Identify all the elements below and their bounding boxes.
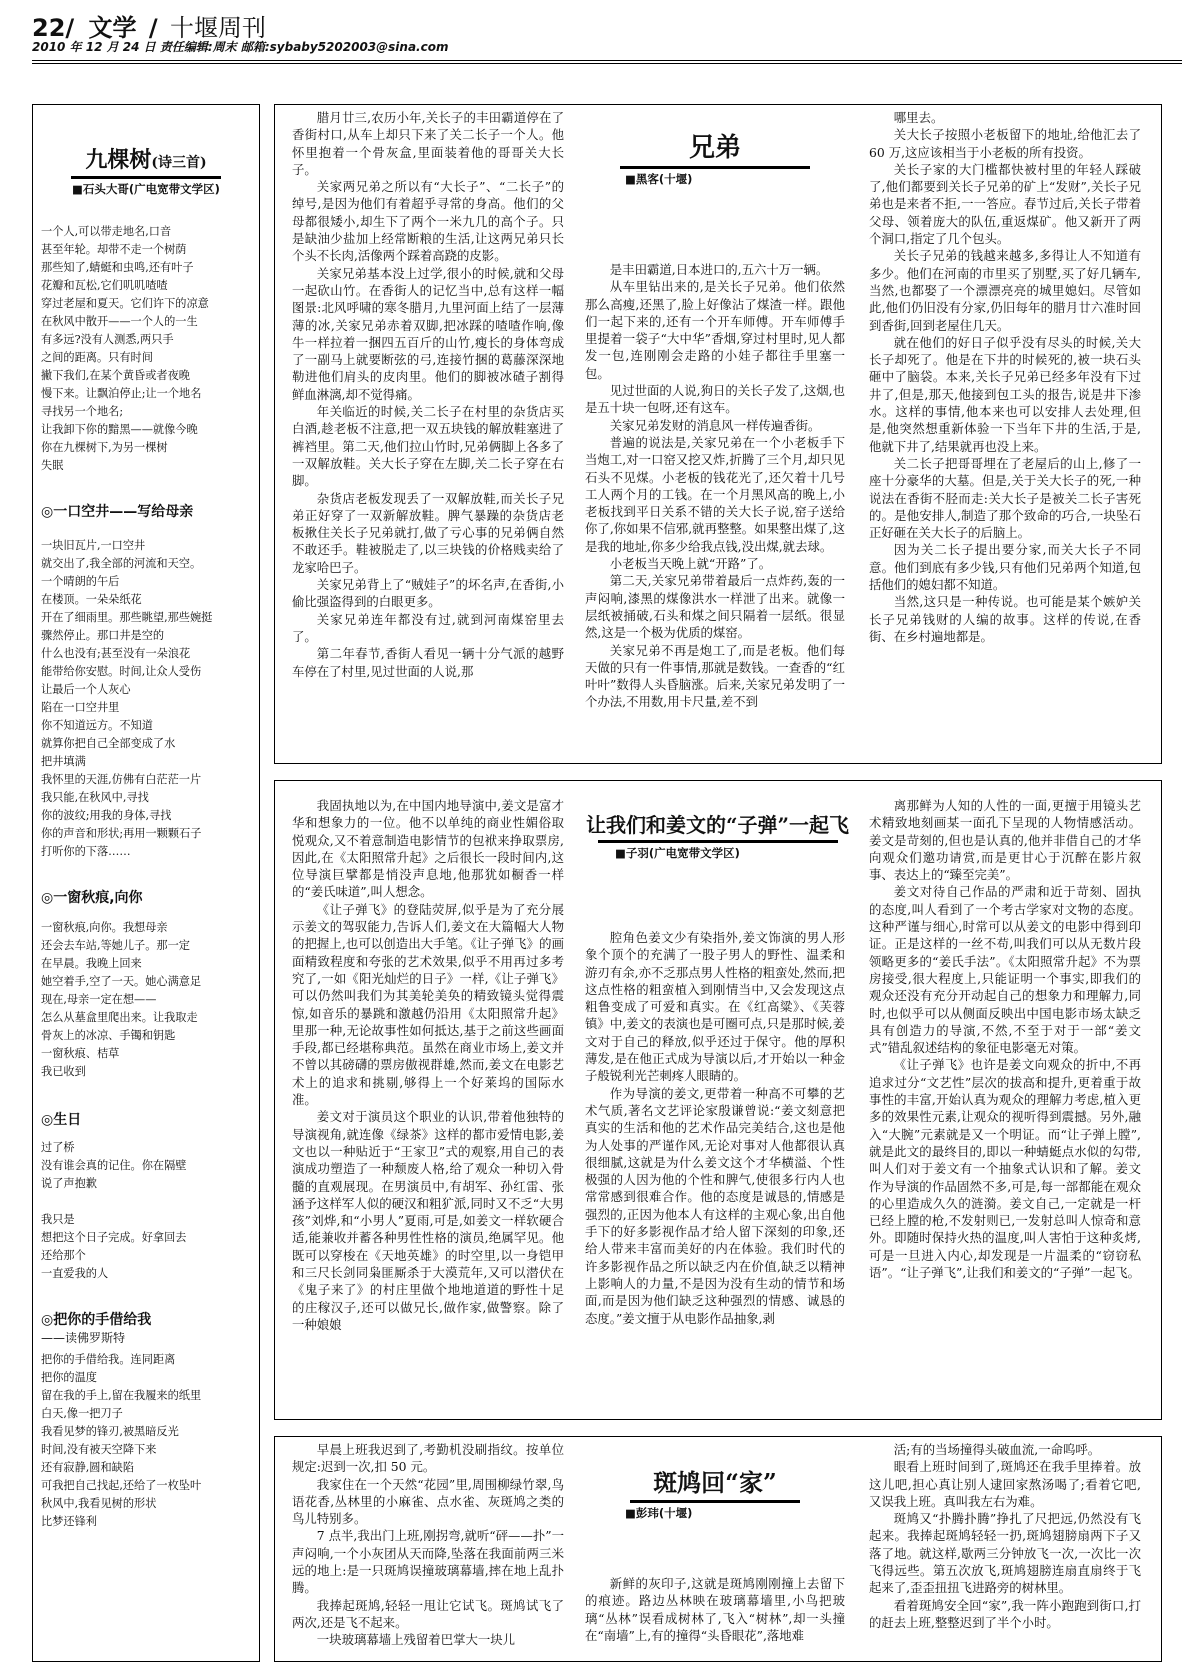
article-jiangwen-underline: [598, 840, 838, 843]
paragraph: 关二长子把哥哥埋在了老屋后的山上,修了一座十分豪华的大墓。但是,关于关大长子的死,一种说法在香街不胫而走:关大长子是被关二长子害死的。是他安排人,制造了那个致命的巧合,一块坠石正好砸在关大长子的后脑上。: [869, 455, 1141, 541]
article-jiangwen-byline: ■子羽(广电宽带文学区): [615, 846, 740, 860]
poem-series-title: [41, 143, 251, 174]
paragraph: 早晨上班我迟到了,考勤机没刷指纹。按单位规定:迟到一次,扣 50 元。: [292, 1442, 564, 1475]
paragraph: 腊月廿三,农历小年,关长子的丰田霸道停在了香街村口,从车上却只下来了关二长子一个人。他怀里抱着一个骨灰盒,里面装着他的哥哥关大长子。: [292, 110, 564, 177]
paragraph: 关家兄弟不再是炮工了,而是老板。他们每天做的只有一件事情,那就是数钱。一查香的“红叶叶”数得人头昏脑涨。后来,关家兄弟发明了一个办法,不用数,用卡尺量,差不到: [585, 642, 845, 710]
article-jiangwen-col1-body: [292, 797, 564, 1333]
paragraph: 当然,这只是一种传说。也可能是某个嫉妒关长子兄弟钱财的人编的故事。这样的传说,在香街、在乡村遍地都是。: [869, 594, 1141, 644]
paragraph: 姜文对待自己作品的严肃和近于苛刻、固执的态度,叫人看到了一个考古学家对文物的态度。这种严谨与细心,时常可以从姜文的电影中得到印证。正是这样的一丝不苟,叫我们可以从无数片段领略更多的“姜氏手法”。《太阳照常升起》不为票房接受,很大程度上,只能证明一个事实,即我们的观众还没有充分开动起自己的想象力和理解力,同时,也似乎可以从侧面反映出中国电影市场太缺乏具有创造力的导演,不然,不至于对于一部“姜文式”错乱叙述结构的象征电影毫无对策。: [869, 884, 1141, 1056]
paragraph: 杂货店老板发现丢了一双解放鞋,而关长子兄弟正好穿了一双新解放鞋。脾气暴躁的杂货店老板揪住关长子兄弟就打,做了亏心事的兄弟俩自然不敢还手。鞋被脱走了,以三块钱的价格贱卖给了龙家哈巴子。: [292, 490, 564, 575]
paragraph: 作为导演的姜文,更带着一种高不可攀的艺术气质,著名文艺评论家殷谦曾说:“姜文刻意把真实的生活和他的艺术作品完美结合,这也是他为人处事的严谨作风,无论对事对人他都很认真很细腻,这就是为什么姜文这个才华横溢、个性极强的人因为他的个性和脾气,使很多行内人也常常感到很难合作。他的态度是诚恳的,情感是强烈的,正因为他本人有这样的主观心象,出自他手下的好多影视作品才给人留下深刻的印象,还给人带来丰富而美好的内在体验。我们时代的许多影视作品之所以缺乏内在价值,缺乏以精神上影响人的力量,不是因为没有生动的情节和场面,而是因为他们缺乏这种强烈的情感、诚恳的态度。”姜文擅于从电影作品抽象,剥: [585, 1085, 845, 1326]
poem-byline: ■石头大哥(广电宽带文学区): [72, 182, 220, 196]
paragraph: 7 点半,我出门上班,刚拐弯,就听“砰——扑”一声闷响,一个小灰团从天而降,坠落在我面前两三米远的地上:是一只斑鸠误撞玻璃幕墙,摔在地上乱扑腾。: [292, 1528, 564, 1596]
paragraph: 我固执地以为,在中国内地导演中,姜文是富才华和想象力的一位。他不以单纯的商业性媚俗取悦观众,又不着意制造电影情节的包袱来挣取票房,因此,在《太阳照常升起》之后很长一段时间内,这位导演巨擘都是悄没声息地,他那犹如橱香一样的“姜氏味道”,叫人想念。: [292, 798, 564, 900]
paragraph: 见过世面的人说,狗日的关长子发了,这烟,也是五十块一包呀,还有这车。: [585, 383, 845, 416]
paragraph: 关家兄弟基本没上过学,很小的时候,就和父母一起砍山竹。在香街人的记忆当中,总有这样一幅图景:北风呼啸的寒冬腊月,九里河面上结了一层薄薄的冰,关家兄弟赤着双脚,把冰踩的喳喳作响,像牛一样拉着一捆四五百斤的山竹,瘦长的身体弯成了一副马上就要断弦的弓,连接竹捆的葛藤深深地勒进他们肩头的皮肉里。他们的脚被冰碴子割得鲜血淋漓,却不觉得痛。: [292, 265, 564, 402]
paragraph: 关大长子按照小老板留下的地址,给他汇去了 60 万,这应该相当于小老板的所有投资。: [869, 127, 1141, 160]
article-jiangwen-col3-body: [869, 797, 1141, 1281]
article-brothers-col1-body: [292, 109, 564, 680]
article-brothers-col1: [292, 109, 564, 759]
article-jiangwen: [274, 780, 1162, 1420]
article-brothers-title: 兄弟: [688, 133, 741, 163]
paragraph: 看着斑鸠安全回“家”,我一阵小跑跑到街口,打的赶去上班,整整迟到了半个小时。: [869, 1597, 1141, 1630]
paragraph: 关家兄弟连年都没有过,就到河南煤窑里去了。: [292, 611, 564, 644]
article-brothers: [274, 104, 1162, 764]
paragraph: 《让子弹飞》也许是姜文向观众的折中,不再追求过分“文艺性”层次的拔高和提升,更着重于故事性的丰富,开始认真为观众的理解力考虑,植入更多的效果性元素,让观众的视听得到震撼。另外,融入“大腕”元素就是又一个明证。而“让子弹上膛”,就是此文的最终目的,即以一种蜻蜓点水似的勾带,叫人们对于姜文有一个抽象式认识和了解。姜文作为导演的作品固然不多,可是,每一部都能在观众的心里造成久久的涟漪。姜文自己,一定就是一杆已经上膛的枪,不发射则已,一发射总叫人惊奇和意外。即随时保持火热的温度,叫人害怕于这种炙烤,可是一旦进入内心,却发现是一片温柔的“窃窃私语”。“让子弹飞”,让我们和姜文的“子弹”一起飞。: [869, 1057, 1141, 1281]
poem-nine-trees: 一个人,可以带走地名,口音 甚至年轮。却带不走一个树荫 那些知了,蜻蜓和虫鸣,还有叶子 花瓣和瓦松,它们叽叽喳喳 穿过老屋和夏天。它们许下的凉意 在秋风中散开——一个人的一生 有多远?没有人测悉,两只手 之间的距离。只有时间 撇下我们,在某个黄昏或者夜晚 慢下来。让飘泊停止;让一个地名 寻找另一个地名; 让我卸下你的黯黑——就像今晚 你在九棵树下,为另一棵树 失眠: [41, 225, 209, 472]
article-brothers-col3: [869, 109, 1141, 759]
paragraph: 离那鲜为人知的人性的一面,更擅于用镜头艺术精致地刻画某一面孔下呈现的人物情感活动。姜文是苛刻的,但也是认真的,他并非借自己的才华向观众们邀功请赏,而是更甘心于沉醉在影片叙事、表达上的“臻至完美”。: [869, 798, 1141, 883]
poem-empty-well: 一块旧瓦片,一口空井 就交出了,我全部的河流和天空。 一个晴朗的午后 在楼顶。一朵朵纸花 开在了细雨里。那些眺望,那些婉挺 骤然停止。那口井是空的 什么也没有;甚至没有一朵浪花 能带给你安慰。时间,让众人受伤 让最后一个人灰心 陷在一口空井里 你不知道远方。不知道 就算你把自己全部变成了水 把井填满 我怀里的天涯,仿佛有白茫茫一片 我只能,在秋风中,寻找 你的波纹;用我的身体,寻找 你的声音和形状;再用一颗颗石子 打听你的下落……: [41, 539, 213, 858]
article-dove-col2: [585, 1575, 845, 1657]
article-dove: [274, 1436, 1162, 1662]
poem-autumn-window: 一窗秋痕,向你。我想母亲 还会去车站,等她儿子。那一定 在早晨。我晚上回来 她空着手,空了一天。她心满意足 现在,母亲一定在想—— 怎么从墓盒里爬出来。让我取走 骨灰上的冰凉、手镯和钥匙 一窗秋痕、桔草 我已收到: [41, 921, 202, 1078]
paragraph: 年关临近的时候,关二长子在村里的杂货店买白酒,趁老板不注意,把一双五块钱的解放鞋塞进了裤裆里。第二天,他们拉山竹时,兄弟俩脚上各多了一双解放鞋。关大长子穿在左脚,关二长子穿在右脚。: [292, 404, 564, 489]
paragraph: 就在他们的好日子似乎没有尽头的时候,关大长子却死了。他是在下井的时候死的,被一块石头砸中了脑袋。本来,关长子兄弟已经多年没有下过井了,但是,那天,他接到包工头的报告,说是井下渗水。这样的事情,他本来也可以安排人去处理,但是,他突然想重新体验一下当年下井的生活,于是,他就下井了,结果就再也没上来。: [869, 334, 1141, 454]
paragraph: 腔角色姜文少有染指外,姜文饰演的男人形象个顶个的充满了一股子男人的野性、温柔和游刃有余,亦不乏那点男人性格的粗蛮处,然而,把这点性格的粗蛮植入到刚情当中,又会发现这点粗鲁变成了可爱和真实。在《红高粱》、《芙蓉镇》中,姜文的表演也是可圈可点,只是那时候,姜文对于自己的释放,似乎还过于保守。他的厚积薄发,是在他正式成为导演以后,才开始以一种金子般锐利光芒刺疼人眼睛的。: [585, 930, 845, 1084]
poem-title-autumn-window: ◎一窗秋痕,向你: [41, 890, 143, 906]
article-brothers-byline: ■黑客(十堰): [625, 172, 693, 186]
paragraph: 从车里钻出来的,是关长子兄弟。他们依然那么高瘦,还黑了,脸上好像沾了煤渣一样。跟他们一起下来的,还有一个开车师傅。开车师傅手里提着一袋子“大中华”香烟,穿过村里时,见人都发一包,连刚刚会走路的小娃子都往手里塞一包。: [585, 279, 845, 381]
paragraph: 眼看上班时间到了,斑鸠还在我手里捧着。放这儿吧,担心真让别人逮回家熬汤喝了;看着它吧,又误我上班。真叫我左右为难。: [869, 1459, 1141, 1509]
article-dove-col1: [292, 1441, 564, 1657]
poem-series-suffix: (诗三首): [151, 155, 207, 171]
paragraph: 哪里去。: [893, 110, 944, 125]
article-dove-col2-body: [585, 1575, 845, 1644]
paragraph: 新鲜的灰印子,这就是斑鸠刚刚撞上去留下的痕迹。路边丛林映在玻璃幕墙里,小鸟把玻璃“丛林”误看成树林了,飞入“树林”,却一头撞在“南墙”上,有的撞得“头昏眼花”,落地难: [585, 1576, 845, 1643]
article-jiangwen-title: 让我们和姜文的“子弹”一起飞: [585, 813, 849, 837]
paragraph: 关家两兄弟之所以有“大长子”、“二长子”的绰号,是因为他们有着超乎寻常的身高。他们的父母都很矮小,却生下了两个一米九几的高个子。只是缺油少盐加上经常断粮的生活,让这两兄弟只长个头不长肉,活像两个踩着高跷的皮影。: [292, 179, 564, 264]
paragraph: 关家兄弟背上了“贼娃子”的坏名声,在香街,小偷比强盗得到的白眼更多。: [292, 577, 564, 610]
article-dove-title: 斑鸠回“家”: [653, 1468, 777, 1497]
article-brothers-heading: [585, 127, 845, 187]
article-dove-col3-body: [869, 1441, 1141, 1631]
poem-lend-hand: 把你的手借给我。连同距离 把你的温度 留在我的手上,留在我履来的纸里 白天,像一把刀子 我看见梦的锋刃,被黑暗反光 时间,没有被天空降下来 还有寂静,圆和缺陷 可我把自己找起,还给了一枚坠叶 秋风中,我看见树的形状 比梦还锋利: [41, 1353, 202, 1528]
page-number: 22/: [32, 14, 75, 42]
article-brothers-col2: [585, 261, 845, 759]
poem-birthday: 过了桥 没有谁会真的记住。你在隔壁 说了声抱歉 我只是 想把这个日子完成。好拿回去 还给那个 一直爱我的人: [41, 1141, 187, 1280]
poem-series-name: 九棵树: [85, 147, 152, 173]
paragraph: 关长子兄弟的钱越来越多,多得让人不知道有多少。他们在河南的市里买了别墅,买了好几辆车,当然,也都娶了一个漂漂亮亮的城里媳妇。尽管如此,他们仍旧没有分家,仍旧每年的腊月廿六准时回到香街,回到老屋住几天。: [869, 248, 1141, 333]
header-slash: /: [148, 14, 158, 42]
article-jiangwen-heading: [575, 809, 860, 861]
header-credits: 2010 年 12 月 24 日 责任编辑:周末 邮箱:sybaby5202003@sina.com: [32, 40, 449, 54]
paragraph: 《让子弹飞》的登陆荧屏,似乎是为了充分展示姜文的驾驭能力,告诉人们,姜文在大篇幅大人物的把握上,也可以创造出大手笔。《让子弹飞》的画面精致程度和夸张的艺术效果,似乎不用再过多考究了,一如《阳光灿烂的日子》一样,《让子弹飞》可以仍然叫我们为其美轮美奂的精致镜头觉得震惊,如音乐的暴跳和激越仍沿用《太阳照常升起》里那一种,无论故事性如何抵达,基于之前这些画面手段,都已经堪称典范。虽然在商业市场上,姜文并不曾以其磅礴的票房傲视群雄,然而,姜文在电影艺术上的追求和挑剔,够得上一个好莱坞的国际水准。: [292, 901, 564, 1108]
paragraph: 姜文对于演员这个职业的认识,带着他独特的导演视角,就连像《绿茶》这样的都市爱情电影,姜文也以一种贴近于“王家卫”式的观察,用自己的表演成功塑造了一种颓废人格,给了观众一种切入骨髓的直观展现。在男演员中,有胡军、孙红雷、张涵予这样军人似的硬汉和粗犷派,同时又不乏“大男孩”刘烨,和“小男人”夏雨,可是,如姜文一样软硬合适,能兼收并蓄各种男性性格的演员,绝属罕见。他既可以穿梭在《天地英雄》的时空里,以一身铠甲和三尺长剑同枭匪厮杀于大漠荒年,又可以潜伏在《鬼子来了》的村庄里做个地地道道的野性十足的庄稼汉子,还可以做兄长,做作家,做警察。除了一种娘娘: [292, 1109, 564, 1332]
header-rule-2: [32, 63, 1182, 64]
article-brothers-col3-body: [869, 109, 1141, 645]
section-name: 文学: [88, 14, 137, 42]
paragraph: 我捧起斑鸠,轻轻一甩让它试飞。斑鸠试飞了两次,还是飞不起来。: [292, 1597, 564, 1630]
article-dove-heading: [585, 1463, 845, 1521]
paragraph: 第二年春节,香街人看见一辆十分气派的越野车停在了村里,见过世面的人说,那: [292, 646, 564, 679]
article-dove-col1-body: [292, 1441, 564, 1649]
paragraph: 斑鸠又“扑腾扑腾”挣扎了尺把远,仍然没有飞起来。我捧起斑鸠轻轻一扔,斑鸠翅膀扇两下子又落了地。就这样,歇两三分钟放飞一次,一次比一次飞得远些。第五次放飞,斑鸠翅膀连扇直扇终于飞起来了,歪歪扭扭飞进路旁的树林里。: [869, 1511, 1141, 1596]
paragraph: 关家兄弟发财的消息风一样传遍香街。: [609, 417, 821, 433]
sidebar-poems: [32, 104, 260, 1662]
poem-subtitle-frost: ——读佛罗斯特: [41, 1331, 126, 1345]
article-brothers-underline: [620, 166, 810, 169]
article-jiangwen-col1: [292, 797, 564, 1415]
poem-title-empty-well: ◎一口空井——写给母亲: [41, 504, 194, 520]
article-jiangwen-col2: [585, 929, 845, 1415]
article-brothers-col2-body: [585, 261, 845, 711]
poem-title-lend-hand: ◎把你的手借给我: [41, 1312, 152, 1328]
article-jiangwen-col3: [869, 797, 1141, 1415]
paragraph: 我家住在一个天然“花园”里,周围柳绿竹翠,鸟语花香,丛林里的小麻雀、点水雀、灰斑鸠之类的鸟儿特别多。: [292, 1476, 564, 1527]
paragraph: 关长子家的大门槛都快被村里的年轻人踩破了,他们都要到关长子兄弟的矿上“发财”,关长子兄弟也是来者不拒,一一答应。春节过后,关长子带着父母、领着庞大的队伍,重返煤矿。他又新开了两个洞口,指定了几个包头。: [869, 161, 1141, 247]
article-jiangwen-col2-body: [585, 929, 845, 1327]
paragraph: 普遍的说法是,关家兄弟在一个小老板手下当炮工,对一口窑又挖又炸,折腾了三个月,却只见石头不见煤。小老板的钱花光了,还欠着十几号工人两个月的工钱。在一个月黑风高的晚上,小老板找到平日关系不错的关大长子说,窑子送给你了,你如果不信邪,就再整整。如果整出煤了,这是我的地址,你多少给我点钱,没出煤,就去球。: [585, 434, 845, 554]
title-underline: [71, 176, 221, 179]
article-dove-byline: ■彭玮(十堰): [625, 1506, 693, 1520]
article-dove-underline: [630, 1500, 800, 1503]
paragraph: 第二天,关家兄弟带着最后一点炸药,轰的一声闷响,漆黑的煤像洪水一样泄了出来。就像一层纸被捅破,石头和煤之间只隔着一层纸。很显然,这是一个极为优质的煤窑。: [585, 573, 845, 641]
paragraph: 因为关二长子提出要分家,而关大长子不同意。他们到底有多少钱,只有他们兄弟两个知道,包括他们的媳妇都不知道。: [869, 542, 1141, 593]
header-rule: [32, 60, 1182, 61]
article-dove-col3: [869, 1441, 1141, 1657]
paragraph: 活;有的当场撞得头破血流,一命呜呼。: [893, 1442, 1101, 1457]
paragraph: 一块玻璃幕墙上残留着巴掌大一块儿: [316, 1632, 516, 1648]
poem-title-birthday: ◎生日: [41, 1112, 82, 1128]
paragraph: 是丰田霸道,日本进口的,五六十万一辆。: [609, 262, 829, 277]
paper-name: 十堰周刊: [170, 14, 267, 42]
paragraph: 小老板当天晚上就“开路”了。: [609, 556, 772, 572]
